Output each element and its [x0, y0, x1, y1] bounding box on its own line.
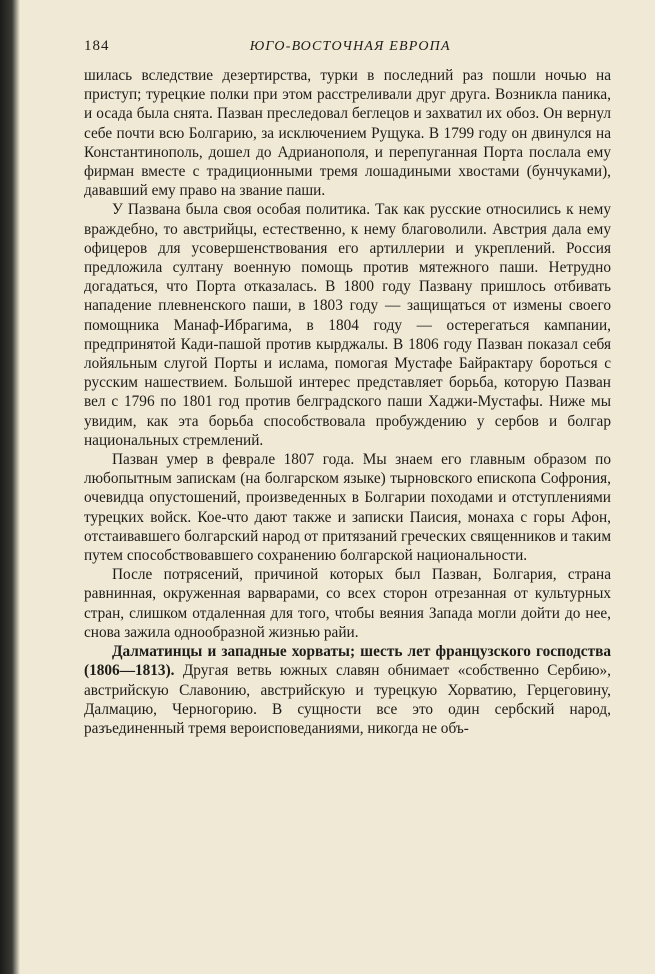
section-title: Далматинцы и западные хорваты; шесть лет французского господства (1806—1813).: [84, 643, 611, 680]
paragraph-2: У Пазвана была своя особая политика. Так как русские относились к нему враждебно, то австрийцы, естественно, к нему благоволили. Австрия дала ему офицеров для усовершенствования его артиллерии и укреплений. Россия предложила султану военную помощь против мятежного паши. Нетрудно догадаться, что Порта отказалась. В 1800 году Пазвану пришлось отбивать нападение плевненского паши, в 1803 году — защищаться от измены своего помощника Манаф-Ибрагима, в 1804 году — остерегаться кампании, предпринятой Кади-пашой против кырджалы. В 1806 году Пазван показал себя лойяльным слугой Порты и ислама, помогая Мустафе Байрактару бороться с русским нашествием. Большой интерес представляет борьба, которую Пазван вел с 1796 по 1801 год против белградского паши Хаджи-Мустафы. Ниже мы увидим, как эта борьба способствовала пробуждению у сербов и болгар национальных стремлений.: [84, 201, 611, 449]
paragraph-1: шилась вследствие дезертирства, турки в последний раз пошли ночью на приступ; турецкие полки при этом расстреливали друг друга. Возникла паника, и осада была снята. Пазван преследовал беглецов и захватил их обоз. Он вернул себе почти всю Болгарию, за исключением Рущука. В 1799 году он двинулся на Константинополь, дошел до Адрианополя, и перепуганная Порта послала ему фирман вместе с традиционными тремя лошадиными хвостами (бунчуками), дававший ему право на звание паши.: [84, 67, 611, 200]
paragraph-4: После потрясений, причиной которых был Пазван, Болгария, страна равнинная, окруженная варварами, со всех сторон отрезанная от культурных стран, слишком отдаленная для того, чтобы веяния Запада могли дойти до нее, снова зажила однообразной жизнью райи.: [84, 566, 611, 641]
page-number: 184: [84, 38, 110, 54]
running-title: ЮГО-ВОСТОЧНАЯ ЕВРОПА: [249, 39, 451, 54]
body-text: [84, 66, 611, 738]
section-paragraph: [84, 642, 611, 738]
paragraph-3: Пазван умер в феврале 1807 года. Мы знаем его главным образом по любопытным запискам (на болгарском языке) тырновского епископа Софрония, очевидца опустошений, произведенных в Болгарии походами и отступлениями турецких войск. Кое-что дают также и записки Паисия, монаха с горы Афон, отстаивавшего болгарский народ от притязаний греческих священников и таким путем способствовавшего сохранению болгарской национальности.: [84, 451, 611, 565]
page-header: [84, 38, 611, 60]
section-text: Другая ветвь южных славян обнимает «собственно Сербию», австрийскую Славонию, австрийскую и турецкую Хорватию, Герцеговину, Далмацию, Черногорию. В сущности все это один сербский народ, разъединенный тремя вероисповеданиями, никогда не объ-: [84, 662, 611, 737]
